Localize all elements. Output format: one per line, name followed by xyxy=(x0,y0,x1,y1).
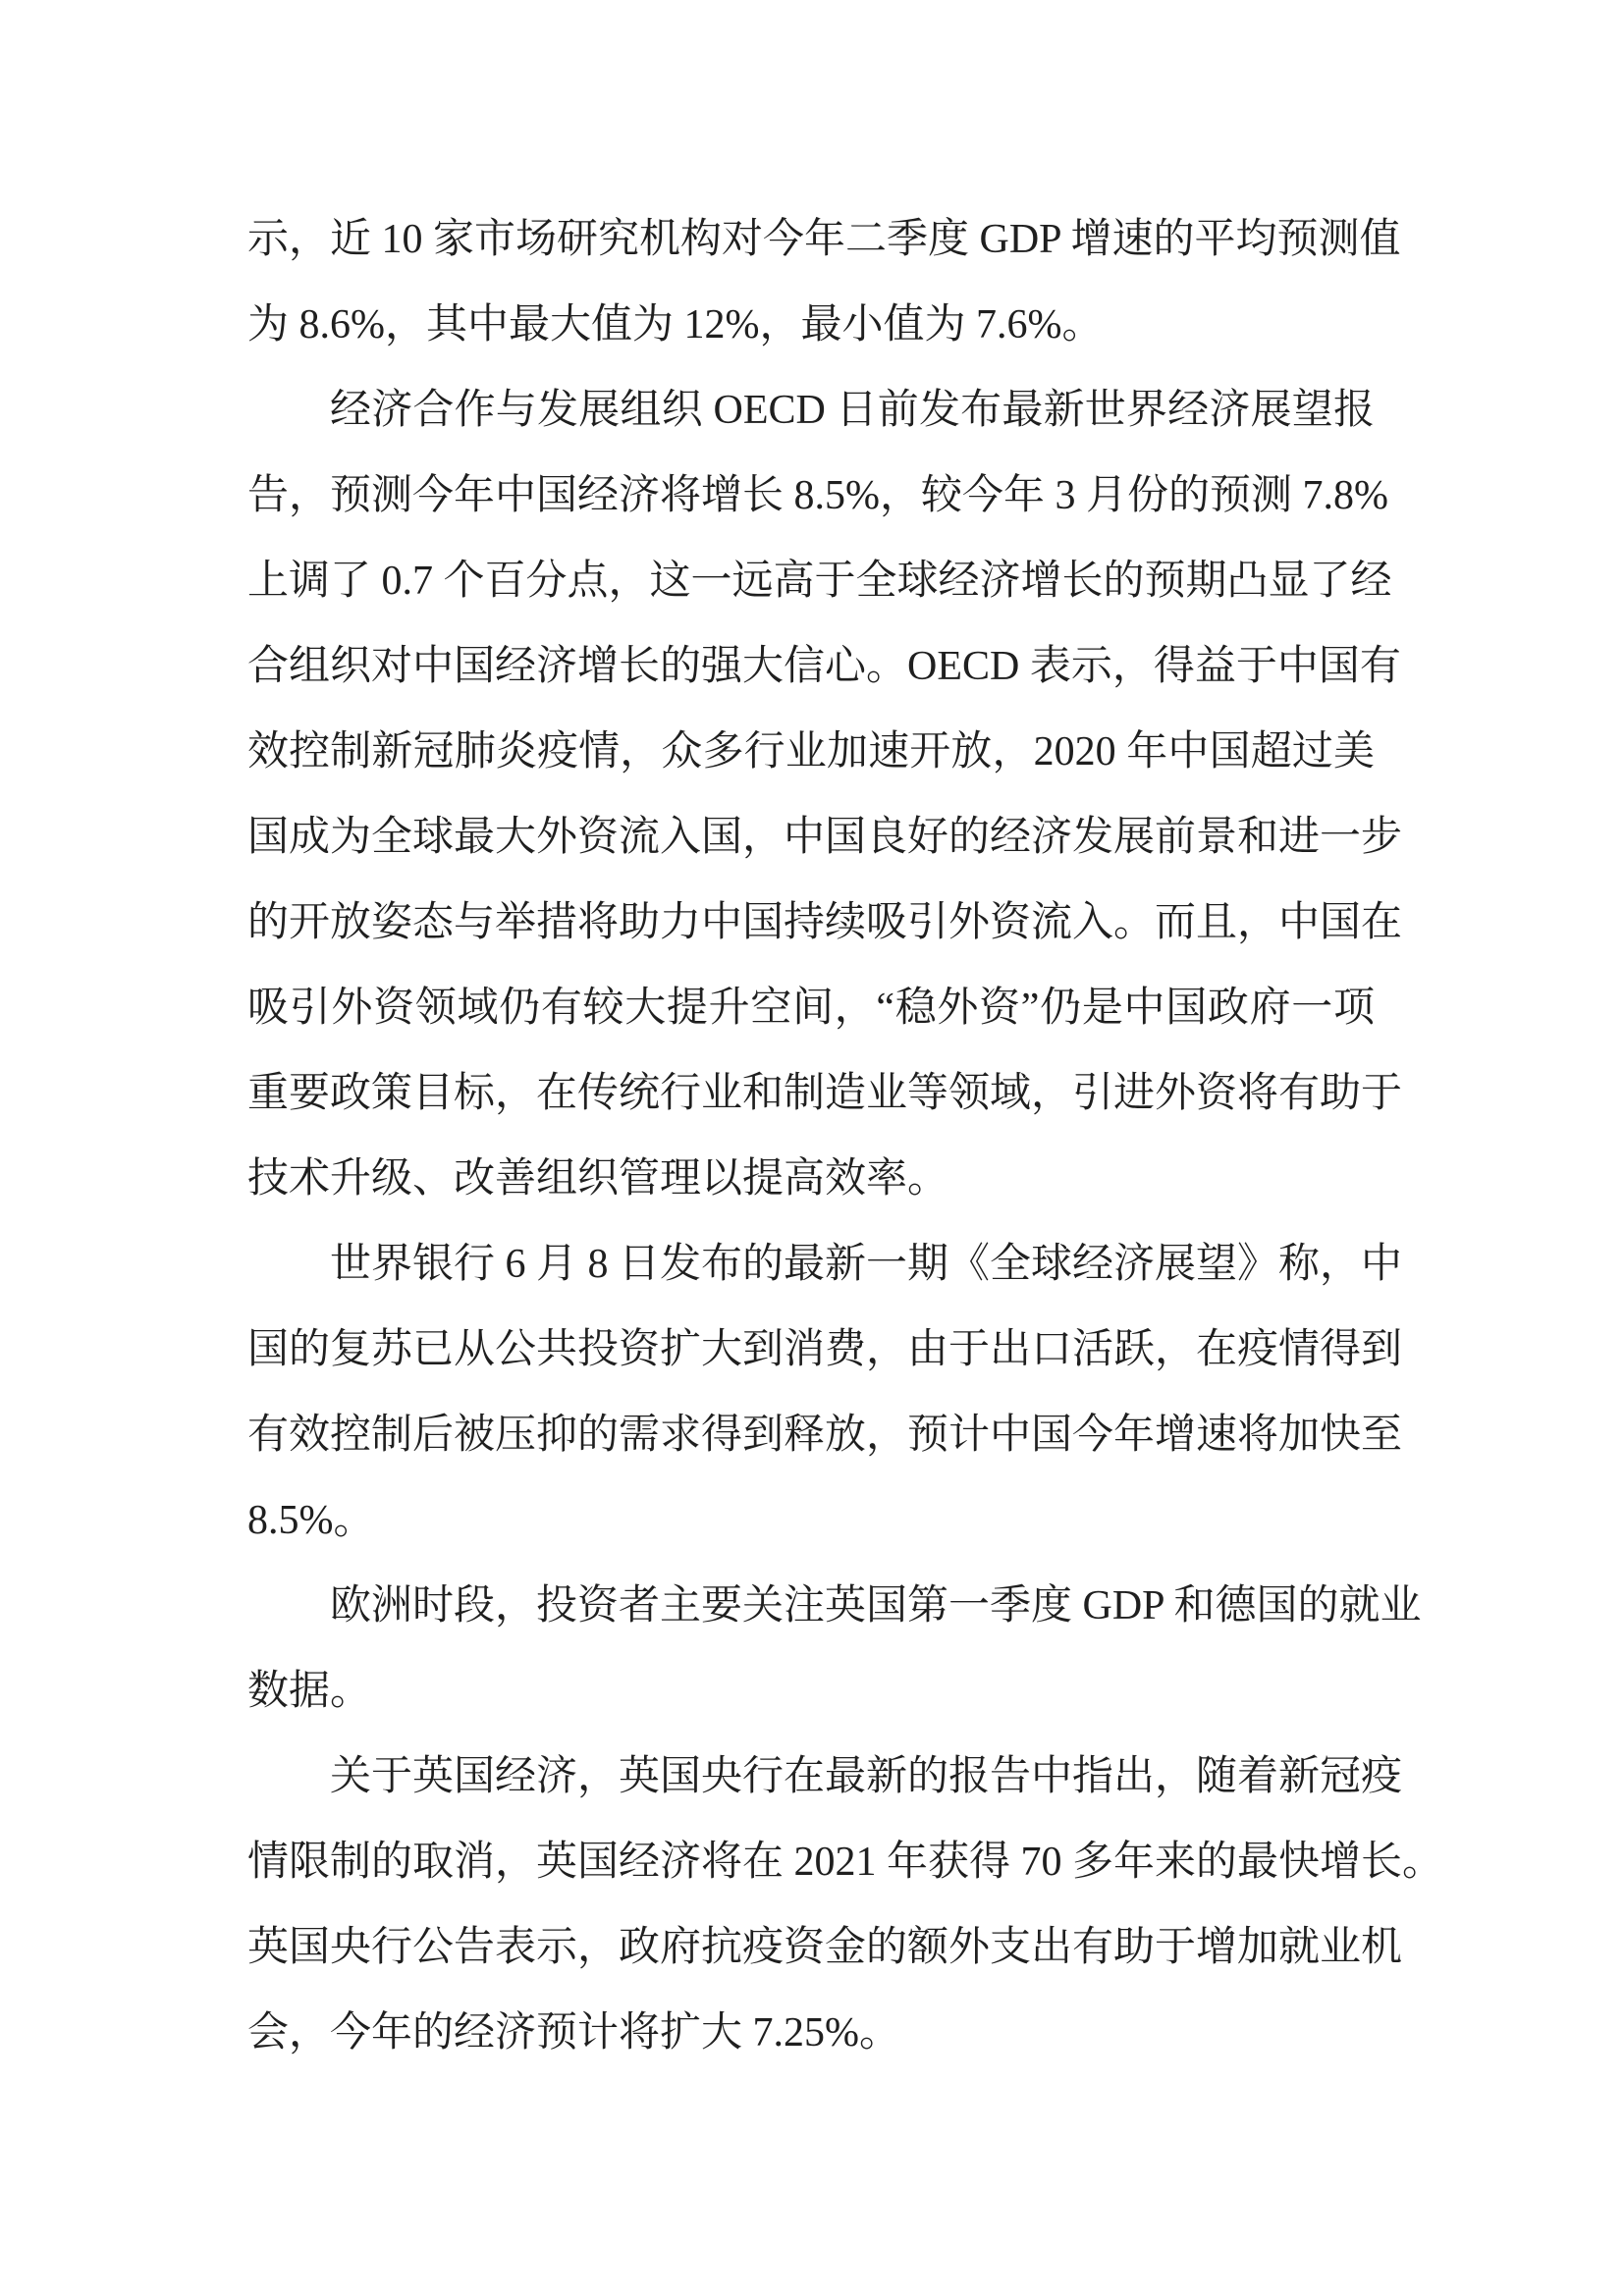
text-line: 国的复苏已从公共投资扩大到消费，由于出口活跃，在疫情得到 xyxy=(247,1327,1403,1372)
text-line: 经济合作与发展组织 OECD 日前发布最新世界经济展望报 xyxy=(330,388,1375,433)
text-line: 吸引外资领域仍有较大提升空间，“稳外资”仍是中国政府一项 xyxy=(247,986,1375,1031)
text-line: 为 8.6%，其中最大值为 12%，最小值为 7.6%。 xyxy=(247,302,1104,347)
text-line: 效控制新冠肺炎疫情，众多行业加速开放，2020 年中国超过美 xyxy=(247,729,1375,774)
text-line: 技术升级、改善组织管理以提高效率。 xyxy=(247,1156,949,1201)
text-line: 关于英国经济，英国央行在最新的报告中指出，随着新冠疫 xyxy=(330,1754,1403,1799)
text-line: 的开放姿态与举措将助力中国持续吸引外资流入。而且，中国在 xyxy=(247,900,1403,945)
text-line: 有效控制后被压抑的需求得到释放，预计中国今年增速将加快至 xyxy=(247,1413,1403,1458)
document-body-text xyxy=(247,197,1444,2076)
text-line: 示，近 10 家市场研究机构对今年二季度 GDP 增速的平均预测值 xyxy=(247,217,1401,262)
text-line: 8.5%。 xyxy=(247,1498,375,1543)
text-line: 数据。 xyxy=(247,1669,372,1714)
text-line: 会，今年的经济预计将扩大 7.25%。 xyxy=(247,2010,900,2056)
text-line: 世界银行 6 月 8 日发布的最新一期《全球经济展望》称，中 xyxy=(330,1242,1403,1287)
text-line: 英国央行公告表示，政府抗疫资金的额外支出有助于增加就业机 xyxy=(247,1925,1403,1970)
text-line: 情限制的取消，英国经济将在 2021 年获得 70 多年来的最快增长。 xyxy=(247,1840,1444,1885)
text-line: 国成为全球最大外资流入国，中国良好的经济发展前景和进一步 xyxy=(247,815,1403,860)
text-line: 欧洲时段，投资者主要关注英国第一季度 GDP 和德国的就业 xyxy=(330,1583,1422,1629)
text-line: 告，预测今年中国经济将增长 8.5%，较今年 3 月份的预测 7.8% xyxy=(247,473,1388,518)
text-line: 上调了 0.7 个百分点，这一远高于全球经济增长的预期凸显了经 xyxy=(247,559,1392,604)
text-line: 重要政策目标，在传统行业和制造业等领域，引进外资将有助于 xyxy=(247,1071,1403,1116)
text-line: 合组织对中国经济增长的强大信心。OECD 表示，得益于中国有 xyxy=(247,644,1401,689)
